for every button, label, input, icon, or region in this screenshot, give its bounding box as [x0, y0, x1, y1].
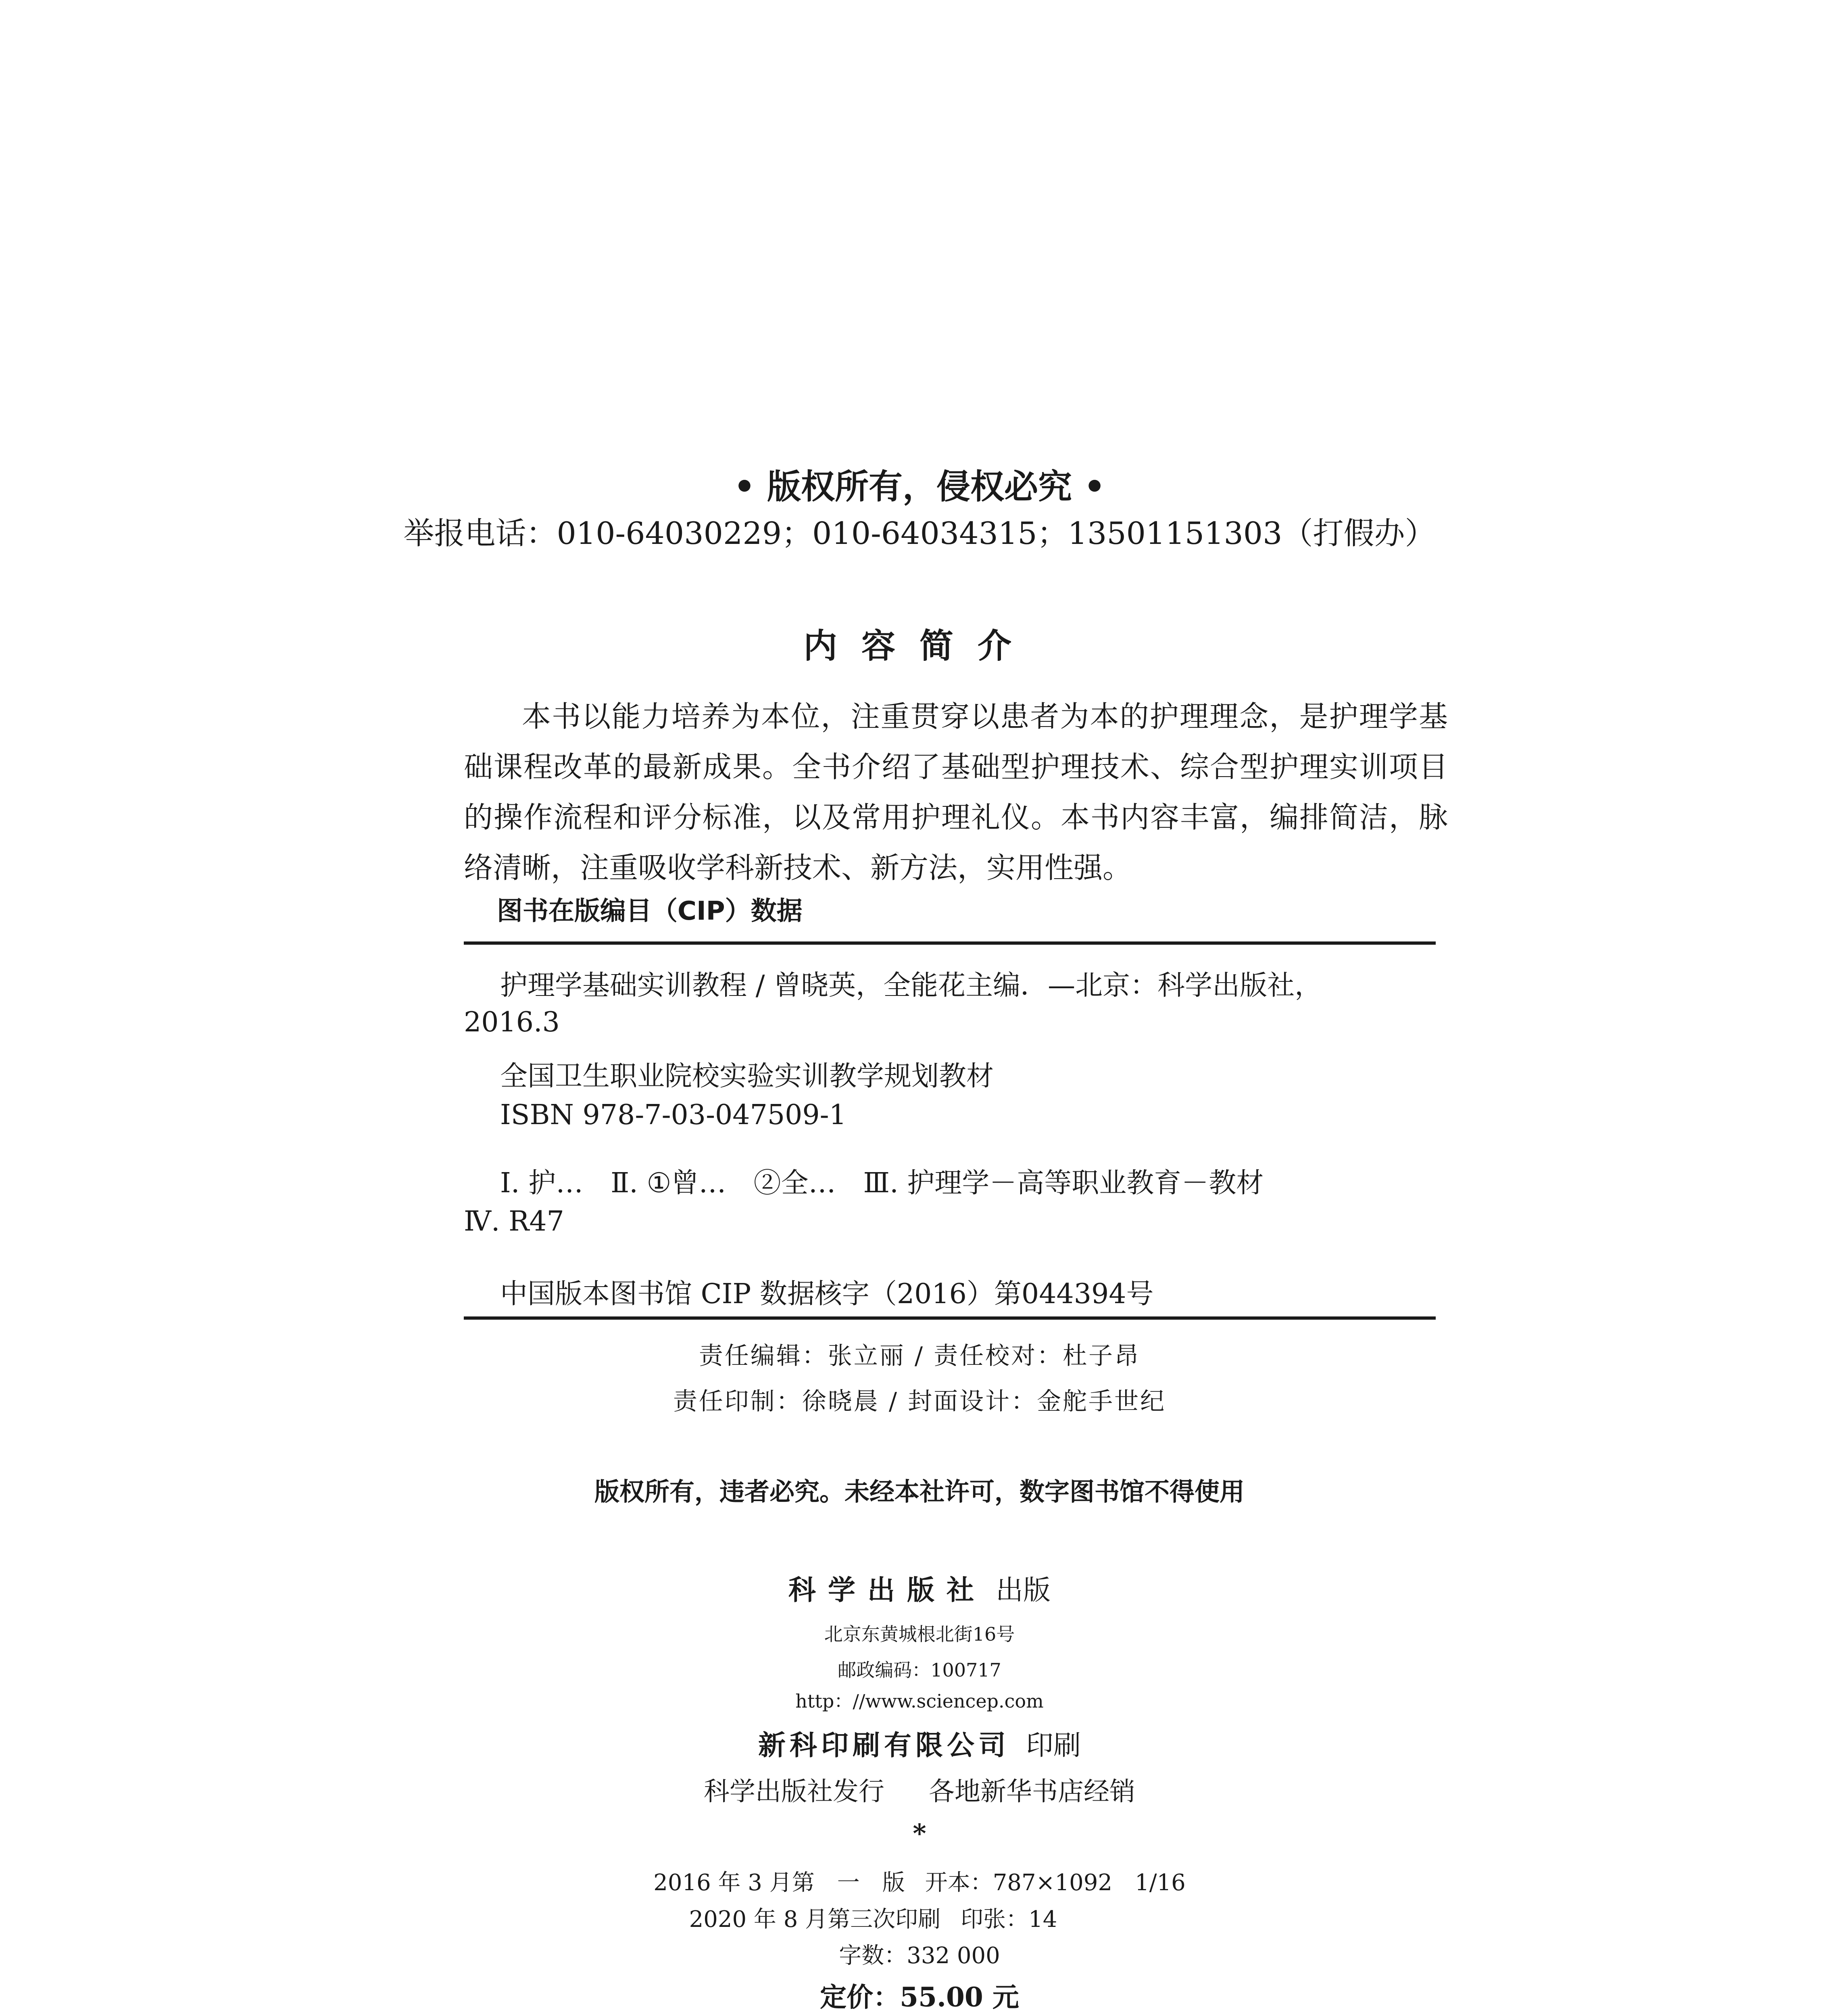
summary-body — [464, 691, 1448, 893]
cip-isbn-line: ISBN 978-7-03-047509-1 — [500, 1099, 847, 1131]
summary-paragraph: 本书以能力培养为本位，注重贯穿以患者为本的护理理念，是护理学基础课程改革的最新成果。全书介绍了基础型护理技术、综合型护理实训项目的操作流程和评分标准，以及常用护理礼仪。本书内容丰富，编排简洁，脉络清晰，注重吸收学科新技术、新方法，实用性强。 — [464, 700, 1448, 885]
publisher-suffix: 出版 — [996, 1574, 1051, 1606]
first-edition-date: 2016 年 3 月第 一 版 — [653, 1870, 905, 1896]
cip-classification-line: Ⅰ. 护… Ⅱ. ①曾… ②全… Ⅲ. 护理学－高等职业教育－教材 — [500, 1167, 1264, 1199]
distribution-line — [0, 1771, 1839, 1808]
cip-date-line: 2016.3 — [464, 1006, 560, 1038]
report-phone-line: 举报电话：010-64030229；010-64034315；13501151303（打假办） — [403, 515, 1436, 551]
price: 定价：55.00 元 — [820, 1981, 1019, 2013]
cip-top-rule — [464, 941, 1436, 945]
cip-record-number-line: 中国版本图书馆 CIP 数据核字（2016）第044394号 — [500, 1278, 1154, 1310]
cip-series-line: 全国卫生职业院校实验实训教学规划教材 — [500, 1060, 994, 1092]
publisher-line — [0, 1568, 1839, 1608]
publisher-address: 北京东黄城根北街16号 — [824, 1623, 1015, 1645]
responsible-editor-line: 责任编辑：张立丽 / 责任校对：杜子昂 — [698, 1342, 1141, 1370]
cip-heading: 图书在版编目（CIP）数据 — [497, 896, 803, 926]
format-size: 开本：787×1092 1/16 — [925, 1870, 1186, 1896]
copyright-title: • 版权所有，侵权必究 • — [734, 467, 1105, 506]
cip-title-line: 护理学基础实训教程 / 曾晓英，全能花主编．—北京：科学出版社， — [500, 970, 1322, 1002]
distribution-retailer: 各地新华书店经销 — [929, 1777, 1135, 1807]
word-count: 字数：332 000 — [839, 1943, 1000, 1969]
edition-line — [0, 1865, 1839, 1897]
section-asterisk: * — [913, 1818, 926, 1849]
cip-bottom-rule — [464, 1316, 1436, 1320]
publisher-url: http：//www.sciencep.com — [795, 1690, 1044, 1712]
responsible-printing-line: 责任印制：徐晓晨 / 封面设计：金舵手世纪 — [673, 1387, 1166, 1416]
cip-classification-line-2: Ⅳ. R47 — [464, 1206, 564, 1237]
printer-logo-text: 新科印刷有限公司 — [758, 1729, 1010, 1762]
rights-notice: 版权所有，违者必究。未经本社许可，数字图书馆不得使用 — [594, 1477, 1245, 1506]
printed-sheets: 印张：14 — [961, 1906, 1057, 1933]
distribution-publisher: 科学出版社发行 — [704, 1777, 884, 1807]
third-printing-date: 2020 年 8 月第三次印刷 — [689, 1906, 941, 1933]
printer-suffix: 印刷 — [1026, 1730, 1081, 1762]
publisher-postcode: 邮政编码：100717 — [838, 1659, 1001, 1681]
printing-line — [0, 1901, 1839, 1934]
printer-line — [0, 1724, 1839, 1763]
summary-heading: 内容简介 — [803, 626, 1036, 666]
publisher-logo-text: 科学出版社 — [788, 1574, 986, 1606]
